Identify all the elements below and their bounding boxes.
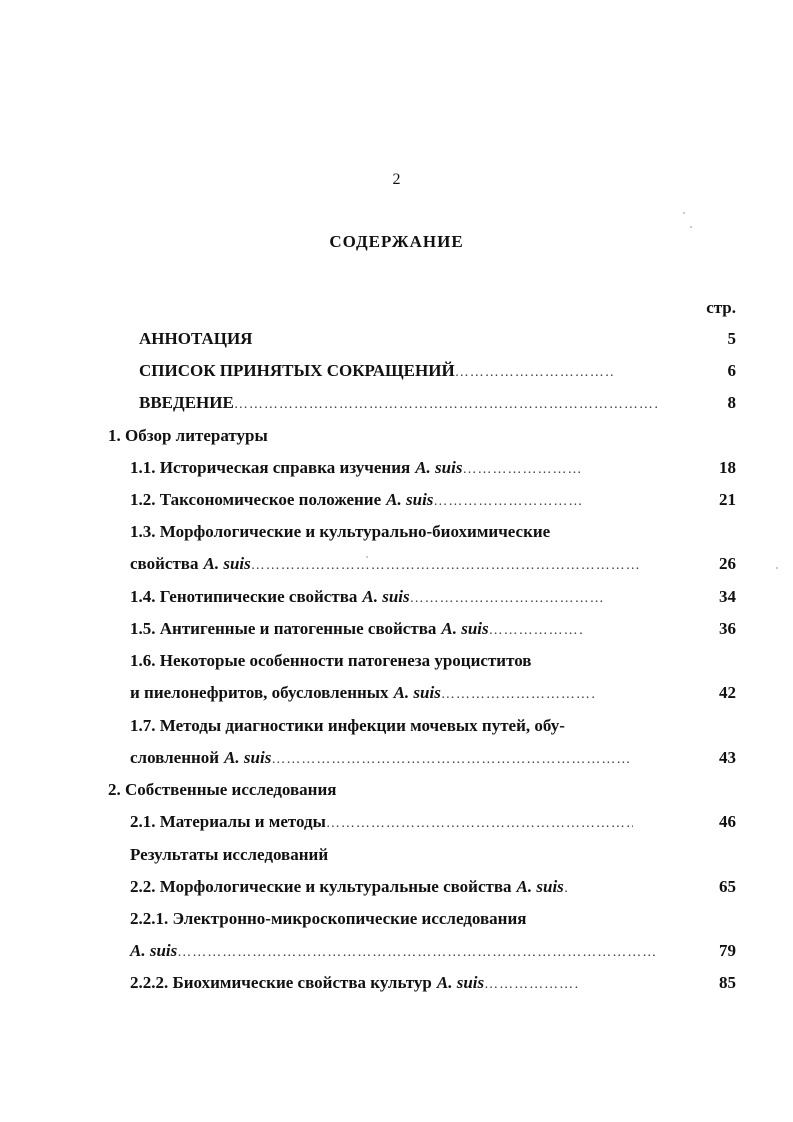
toc-leader-dots bbox=[441, 683, 597, 707]
toc-leader-dots bbox=[462, 458, 580, 482]
toc-entry bbox=[0, 617, 793, 641]
toc-entry bbox=[0, 520, 793, 544]
toc-entry-species: A. suis bbox=[436, 973, 485, 992]
toc-entry-species: A. suis bbox=[362, 587, 410, 606]
toc-leader-dots bbox=[564, 877, 568, 901]
toc-entry-page: 85 bbox=[719, 973, 736, 992]
toc-entry bbox=[0, 585, 793, 609]
toc-entry-text bbox=[108, 778, 336, 802]
toc-entry-page: 65 bbox=[719, 877, 736, 896]
toc-entry bbox=[0, 456, 793, 480]
toc-leader-dots bbox=[251, 554, 641, 578]
toc-entry-text bbox=[130, 585, 606, 611]
toc-entry-text bbox=[130, 843, 328, 867]
toc-entry-text bbox=[130, 552, 641, 578]
toc-entry bbox=[0, 391, 793, 415]
toc-leader-dots bbox=[271, 748, 631, 772]
toc-entry-species: A. suis bbox=[224, 748, 272, 767]
page-column-label: стр. bbox=[706, 298, 736, 317]
toc-leader-dots bbox=[484, 973, 580, 997]
toc-entry-page: 36 bbox=[719, 619, 736, 638]
page-title: СОДЕРЖАНИЕ bbox=[329, 232, 464, 251]
toc-entry-title: свойства bbox=[130, 554, 199, 573]
toc-entry-species: A. suis bbox=[203, 554, 251, 573]
toc-entry-title: 1.6. Некоторые особенности патогенеза уроциститов bbox=[130, 651, 532, 670]
toc-entry bbox=[0, 746, 793, 770]
toc-entry-text bbox=[130, 746, 631, 772]
toc-entry-text bbox=[139, 359, 615, 385]
toc-entry-text bbox=[130, 456, 580, 482]
toc-leader-dots bbox=[326, 812, 633, 836]
toc-entry-page: 79 bbox=[719, 941, 736, 960]
toc-entry bbox=[0, 327, 793, 351]
toc-entry bbox=[0, 907, 793, 931]
toc-entry bbox=[0, 359, 793, 383]
toc-entry-text bbox=[130, 649, 531, 673]
toc-entry-title: Результаты исследований bbox=[130, 845, 329, 864]
toc-entry bbox=[0, 714, 793, 738]
toc-entry-text bbox=[130, 907, 526, 931]
toc-entry-text bbox=[130, 810, 633, 836]
scan-speck bbox=[683, 212, 685, 214]
toc-entry-species: A. suis bbox=[393, 683, 441, 702]
toc-leader-dots bbox=[433, 490, 583, 514]
toc-entry-page: 34 bbox=[719, 587, 736, 606]
toc-entry-title: 1.1. Историческая справка изучения bbox=[130, 458, 411, 477]
toc-entry-title: 2.2.1. Электронно-микроскопические исследования bbox=[130, 909, 527, 928]
toc-entry-text bbox=[130, 520, 550, 544]
scan-speck bbox=[690, 226, 692, 228]
toc-entry-text bbox=[139, 327, 252, 351]
toc-entry-title: СПИСОК ПРИНЯТЫХ СОКРАЩЕНИЙ bbox=[139, 361, 455, 380]
toc-entry bbox=[0, 875, 793, 899]
toc-entry-page: 18 bbox=[719, 458, 736, 477]
toc-entry-text bbox=[130, 939, 655, 965]
toc-leader-dots bbox=[455, 361, 615, 385]
toc-entry-page: 6 bbox=[727, 361, 736, 380]
toc-entry-text bbox=[130, 971, 580, 997]
scan-speck bbox=[776, 567, 778, 569]
toc-entry-title: 1. Обзор литературы bbox=[108, 426, 268, 445]
toc-entry bbox=[0, 552, 793, 576]
toc-entry-page: 8 bbox=[727, 393, 736, 412]
toc-entry bbox=[0, 843, 793, 867]
toc-entry bbox=[0, 649, 793, 673]
toc-entry-title: 1.5. Антигенные и патогенные свойства bbox=[130, 619, 437, 638]
toc-entry-text bbox=[130, 617, 584, 643]
toc-entry-text bbox=[108, 424, 268, 448]
toc-entry bbox=[0, 681, 793, 705]
toc-entry bbox=[0, 424, 793, 448]
scan-speck bbox=[366, 556, 368, 558]
toc-entry-text bbox=[130, 714, 565, 738]
toc-entry-page: 42 bbox=[719, 683, 736, 702]
toc-entry-title: 2.2.2. Биохимические свойства культур bbox=[130, 973, 432, 992]
toc-entry-page: 21 bbox=[719, 490, 736, 509]
toc-entry-species: A. suis bbox=[130, 941, 178, 960]
toc-entry-page: 5 bbox=[727, 329, 736, 348]
toc-entry-species: A. suis bbox=[441, 619, 489, 638]
toc-entry bbox=[0, 810, 793, 834]
toc-entry-title: 1.2. Таксономическое положение bbox=[130, 490, 382, 509]
toc-entry bbox=[0, 939, 793, 963]
toc-leader-dots bbox=[234, 393, 658, 417]
toc-entry-title: 1.4. Генотипические свойства bbox=[130, 587, 358, 606]
toc-leader-dots bbox=[177, 941, 655, 965]
toc-entry-title: словленной bbox=[130, 748, 220, 767]
toc-entry-title: 1.7. Методы диагностики инфекции мочевых путей, обу- bbox=[130, 716, 565, 735]
toc-entry-text bbox=[139, 391, 658, 417]
toc-leader-dots bbox=[410, 587, 606, 611]
toc-entry-species: A. suis bbox=[415, 458, 463, 477]
toc-entry bbox=[0, 778, 793, 802]
toc-entry-title: 1.3. Морфологические и культурально-биохимические bbox=[130, 522, 551, 541]
toc-entry-text bbox=[130, 681, 597, 707]
toc-entry-title: ВВЕДЕНИЕ bbox=[139, 393, 234, 412]
page-number: 2 bbox=[392, 171, 401, 188]
toc-entry-title: 2.1. Материалы и методы bbox=[130, 812, 326, 831]
toc-entry-species: A. suis bbox=[386, 490, 434, 509]
toc-entry-title: АННОТАЦИЯ bbox=[139, 329, 253, 348]
toc-entry bbox=[0, 971, 793, 995]
toc-entry-page: 43 bbox=[719, 748, 736, 767]
toc-entry-page: 26 bbox=[719, 554, 736, 573]
toc-entry-species: A. suis bbox=[516, 877, 564, 896]
toc-leader-dots bbox=[489, 619, 584, 643]
toc-entry-text bbox=[130, 875, 568, 901]
toc-entry-text bbox=[130, 488, 583, 514]
toc-entry bbox=[0, 488, 793, 512]
toc-entry-title: 2. Собственные исследования bbox=[108, 780, 337, 799]
toc-entry-page: 46 bbox=[719, 812, 736, 831]
toc-entry-title: 2.2. Морфологические и культуральные свойства bbox=[130, 877, 512, 896]
toc-entry-title: и пиелонефритов, обусловленных bbox=[130, 683, 389, 702]
